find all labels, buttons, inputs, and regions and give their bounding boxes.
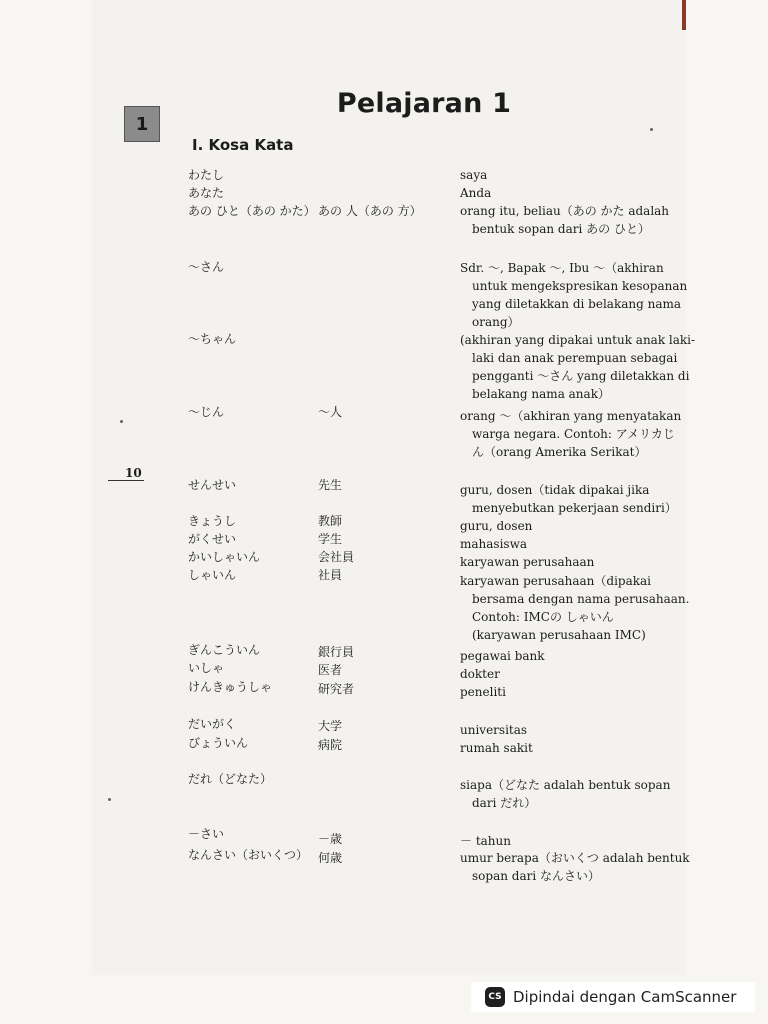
vocab-meaning-line: (karyawan perusahaan IMC) [472, 628, 646, 642]
vocab-meaning [460, 481, 677, 517]
vocab-kana: しゃいん [188, 568, 237, 582]
vocab-meaning [460, 553, 594, 571]
scan-speck [120, 420, 123, 423]
vocab-meaning [460, 776, 670, 812]
vocab-kana: いしゃ [188, 661, 225, 675]
vocab-kana: ～ちゃん [188, 332, 237, 346]
vocab-meaning [460, 683, 506, 701]
vocab-meaning-line: belakang nama anak） [472, 387, 610, 401]
vocab-kanji: 病院 [318, 738, 343, 752]
vocab-meaning-line: bentuk sopan dari あの ひと） [472, 222, 650, 236]
vocab-kana: ～じん [188, 405, 225, 419]
vocab-meaning-line: siapa（どなた adalah bentuk sopan [460, 778, 671, 792]
vocab-meaning-line: universitas [460, 723, 528, 737]
page-number: 10 [125, 466, 142, 480]
vocab-meaning [460, 184, 491, 202]
vocab-meaning [460, 407, 681, 461]
scan-speck [650, 128, 653, 131]
vocab-meaning-line: umur berapa（おいくつ adalah bentuk [460, 851, 690, 865]
vocab-meaning-line: guru, dosen（tidak dipakai jika [460, 483, 650, 497]
vocab-meaning-line: pegawai bank [460, 649, 545, 663]
vocab-kana: びょういん [188, 736, 249, 750]
vocab-kanji: 大学 [318, 719, 343, 733]
vocab-kana: あなた [188, 186, 225, 200]
camscanner-logo-icon: CS [485, 987, 505, 1007]
vocab-meaning-line: yang diletakkan di belakang nama [472, 297, 682, 311]
vocab-meaning-line: Sdr. ～, Bapak ～, Ibu ～（akhiran [460, 261, 664, 275]
vocab-meaning-line: karyawan perusahaan（dipakai [460, 574, 652, 588]
vocab-kana: なんさい（おいくつ） [188, 848, 309, 862]
vocab-kanji: 医者 [318, 663, 343, 677]
vocab-meaning [460, 647, 545, 665]
vocab-meaning-line: saya [460, 168, 488, 182]
vocab-meaning [460, 721, 527, 739]
vocab-meaning-line: laki dan anak perempuan sebagai [472, 351, 678, 365]
vocab-meaning-line: guru, dosen [460, 519, 533, 533]
vocab-kanji: 銀行員 [318, 645, 355, 659]
camscanner-footer [471, 982, 755, 1012]
vocab-meaning [460, 166, 487, 184]
vocab-meaning-line: untuk mengekspresikan kesopanan [472, 279, 688, 293]
vocab-meaning-line: dokter [460, 667, 500, 681]
vocab-kana: かいしゃいん [188, 550, 261, 564]
vocab-meaning-line: bersama dengan nama perusahaan. [472, 592, 690, 606]
page-title: Pelajaran 1 [336, 88, 512, 119]
vocab-meaning-line: sopan dari なんさい） [472, 869, 600, 883]
vocab-meaning-line: dari だれ） [472, 796, 537, 810]
vocab-meaning [460, 665, 500, 683]
vocab-kanji: ～人 [318, 405, 343, 419]
vocab-kanji: 会社員 [318, 550, 355, 564]
vocab-kana: わたし [188, 168, 225, 182]
scan-speck [108, 798, 111, 801]
vocab-kanji: 社員 [318, 568, 343, 582]
vocab-kanji: 先生 [318, 478, 343, 492]
vocab-meaning [460, 832, 511, 850]
vocab-meaning-line: warga negara. Contoh: アメリカじ [472, 427, 675, 441]
vocab-meaning-line: Anda [460, 186, 492, 200]
page-edge-shadow [682, 0, 686, 30]
vocab-meaning-line: pengganti ～さん yang diletakkan di [472, 369, 690, 383]
vocab-meaning [460, 331, 695, 403]
vocab-meaning-line: rumah sakit [460, 741, 533, 755]
vocab-meaning-line: ん（orang Amerika Serikat） [472, 445, 647, 459]
vocab-kana: せんせい [188, 478, 237, 492]
vocab-meaning-line: karyawan perusahaan [460, 555, 595, 569]
vocab-kana: ぎんこういん [188, 643, 261, 657]
vocab-meaning-line: orang ～（akhiran yang menyatakan [460, 409, 682, 423]
vocab-kanji: 教師 [318, 514, 343, 528]
vocab-kana: だいがく [188, 717, 237, 731]
section-heading: I. Kosa Kata [192, 136, 294, 154]
vocab-meaning-line: mahasiswa [460, 537, 527, 551]
vocab-kana: きょうし [188, 514, 237, 528]
vocab-meaning-line: orang） [472, 315, 520, 329]
vocab-meaning [460, 517, 532, 535]
vocab-kana: あの ひと（あの かた） [188, 204, 316, 218]
vocab-meaning-line: orang itu, beliau（あの かた adalah [460, 204, 670, 218]
camscanner-footer-text: Dipindai dengan CamScanner [513, 988, 737, 1006]
vocab-kanji: 何歳 [318, 851, 343, 865]
vocab-meaning [460, 572, 689, 644]
vocab-kana: ～さん [188, 260, 225, 274]
vocab-meaning [460, 535, 527, 553]
vocab-meaning-line: (akhiran yang dipakai untuk anak laki- [460, 333, 696, 347]
vocab-kanji: －歳 [318, 832, 343, 846]
vocab-kana: －さい [188, 827, 225, 841]
vocab-meaning [460, 202, 669, 238]
vocab-meaning [460, 259, 687, 331]
vocab-kana: けんきゅうしゃ [188, 680, 273, 694]
vocab-meaning [460, 739, 533, 757]
vocab-kanji: あの 人（あの 方） [318, 204, 422, 218]
vocab-meaning-line: menyebutkan pekerjaan sendiri） [472, 501, 677, 515]
vocab-kana: だれ（どなた） [188, 772, 273, 786]
vocab-kanji: 学生 [318, 532, 343, 546]
page-number-rule [108, 480, 144, 481]
vocab-meaning [460, 849, 690, 885]
vocab-kana: がくせい [188, 532, 237, 546]
vocab-meaning-line: peneliti [460, 685, 506, 699]
vocab-kanji: 研究者 [318, 682, 355, 696]
vocab-meaning-line: － tahun [460, 834, 511, 848]
chapter-badge: 1 [124, 106, 160, 142]
vocab-meaning-line: Contoh: IMCの しゃいん [472, 610, 614, 624]
